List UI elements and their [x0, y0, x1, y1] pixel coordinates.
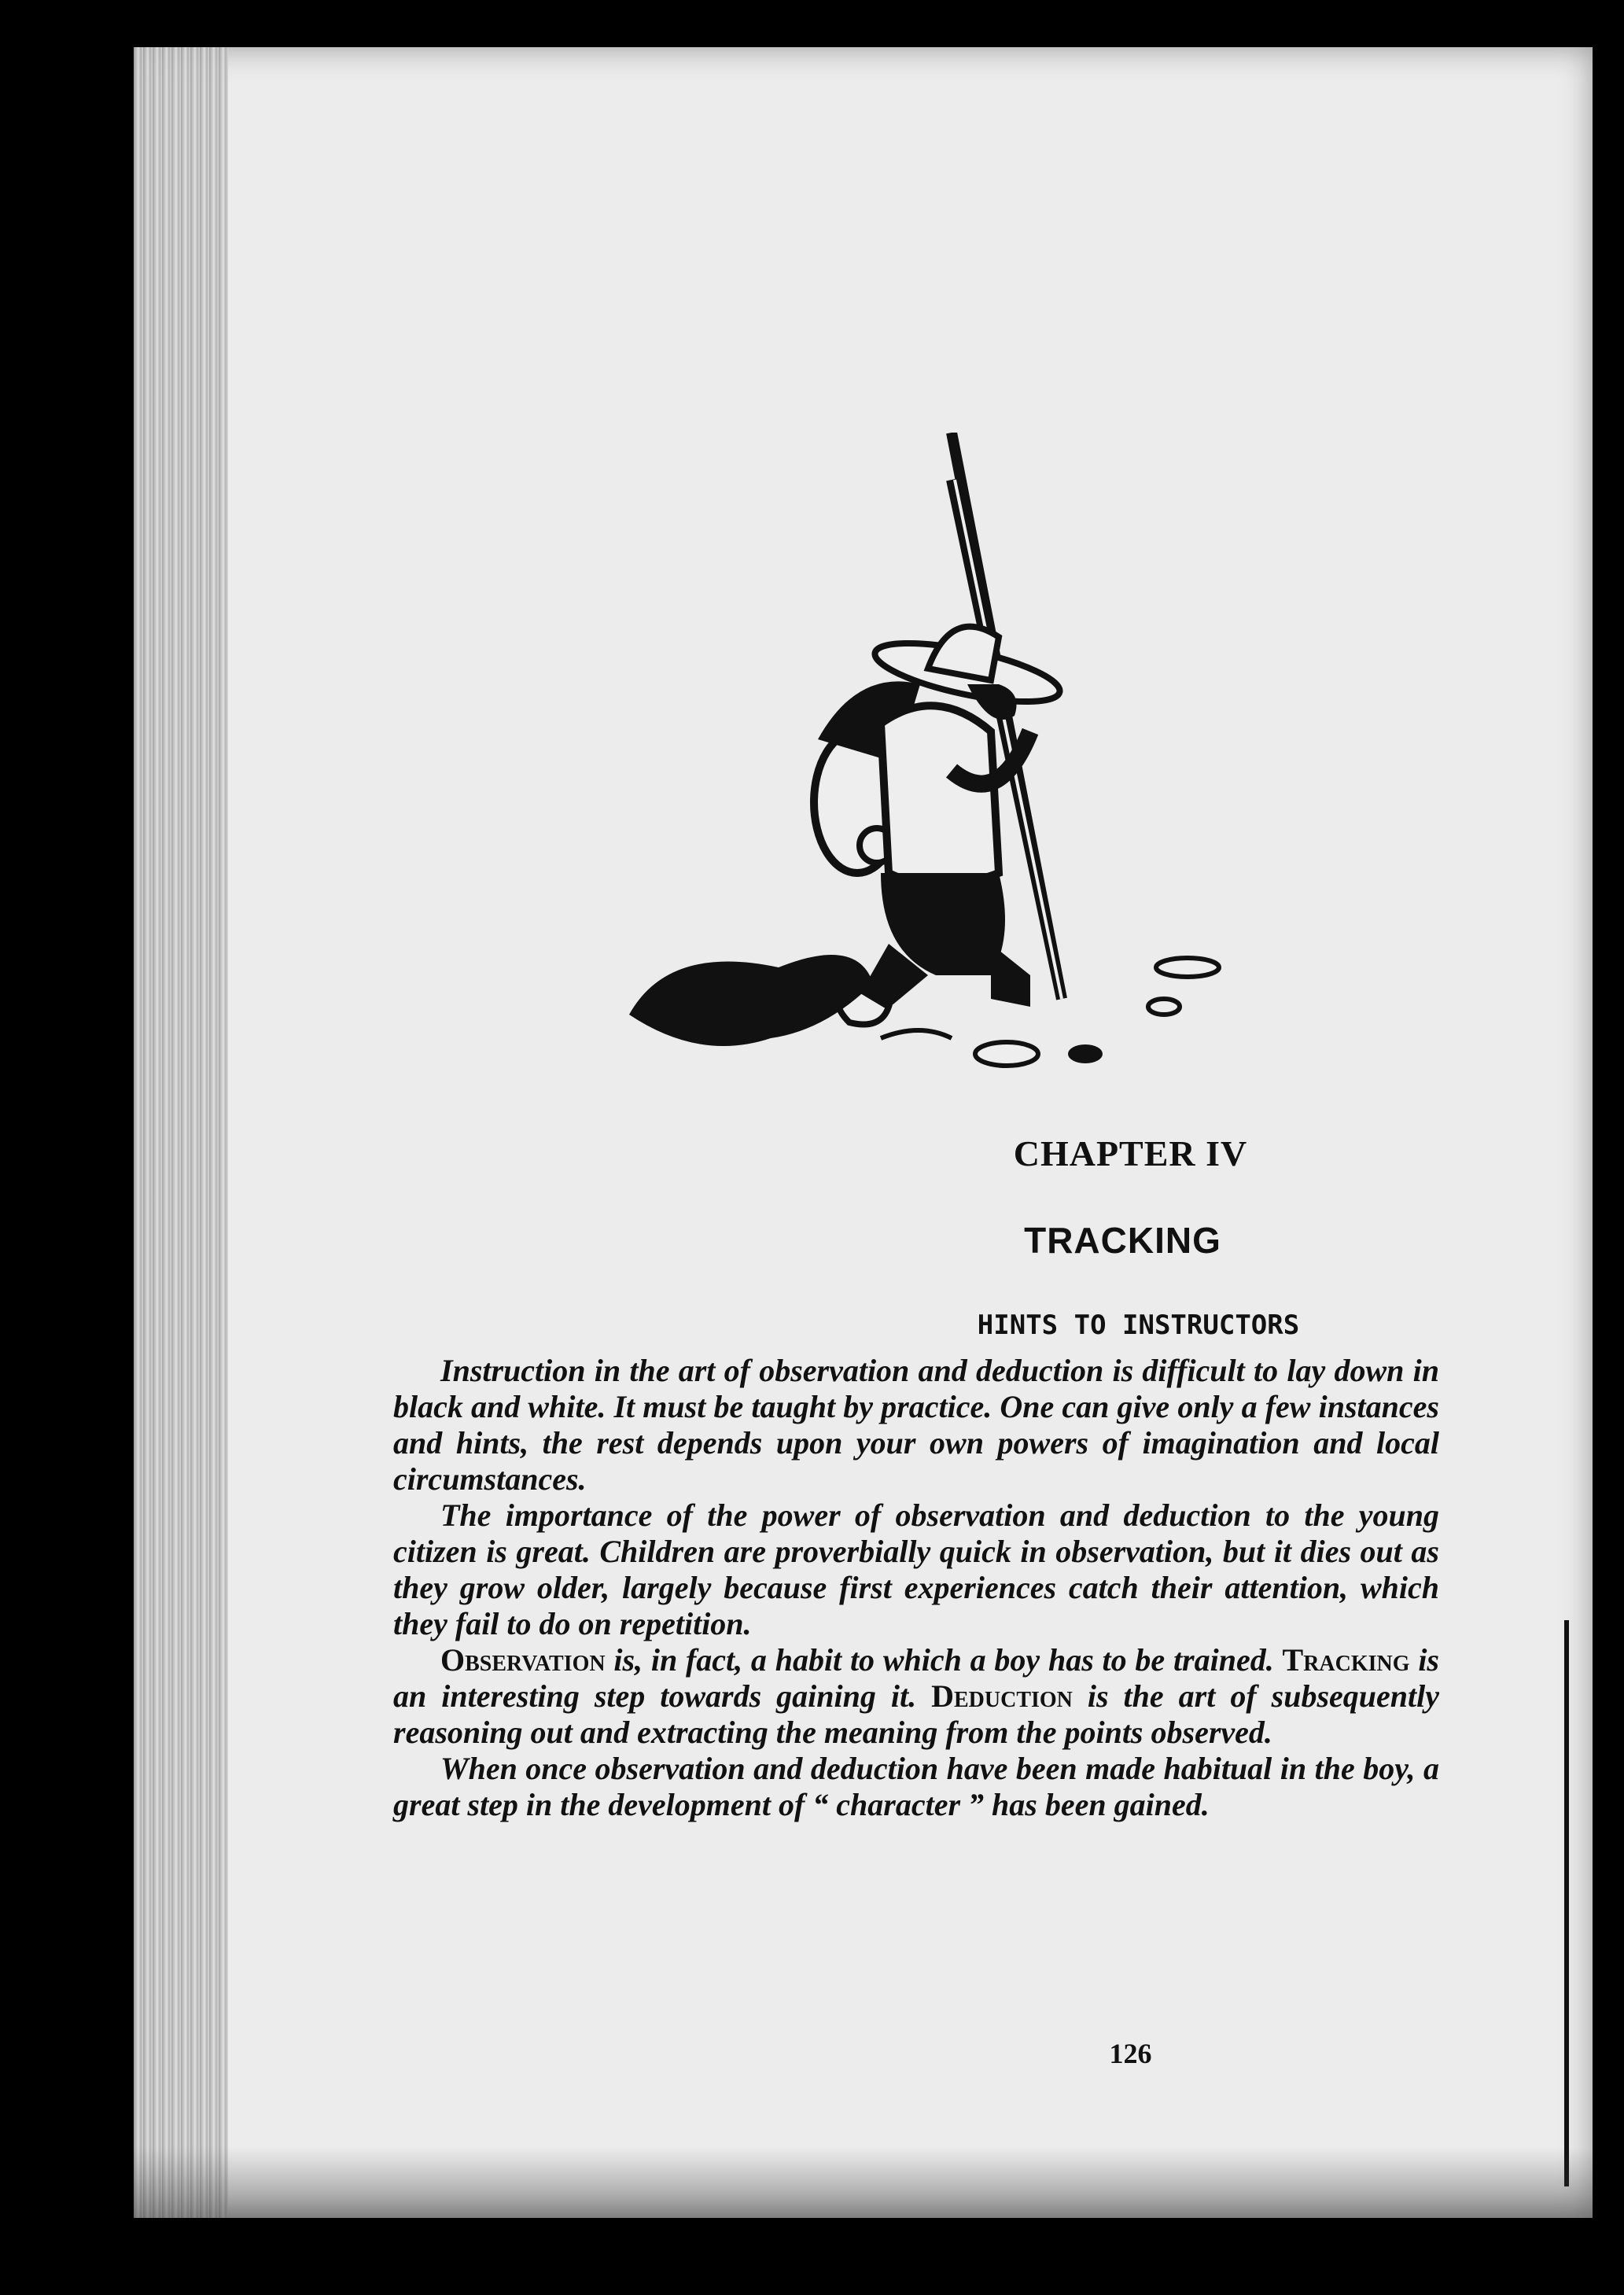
term-observation: Observation — [440, 1642, 606, 1678]
term-deduction: Deduction — [931, 1678, 1073, 1714]
book-page — [134, 47, 1593, 2218]
page-gutter — [134, 47, 228, 2218]
page-edge-line — [1564, 1620, 1569, 2186]
term-tracking: Tracking — [1282, 1642, 1410, 1678]
paragraph-3: Observation is, in fact, a habit to which a boy has to be trained. Tracking is an interesting step towards gaining it. Deduction is the art of subsequently reasoning out and extracting the meaning from the points observed. — [393, 1642, 1440, 1750]
scout-tracking-illustration — [621, 433, 1439, 1125]
paragraph-4: When once observation and deduction have been made habitual in the boy, a great step in the development of “ character ” has been gained. — [393, 1751, 1439, 1822]
paragraph-1: Instruction in the art of observation and deduction is difficult to lay down in black and white. It must be taught by practice. One can give only a few instances and hints, the rest depends upon your own powers of imagination and local circumstances. — [393, 1353, 1439, 1497]
body-text — [393, 1353, 1439, 1823]
page-bottom-shadow — [134, 2147, 1593, 2218]
page-number: 126 — [1109, 2038, 1152, 2069]
chapter-title: TRACKING — [1024, 1220, 1221, 1261]
paragraph-2: The importance of the power of observation and deduction to the young citizen is great. Children are proverbially quick in observation, but it dies out as they grow older, largely because first experiences catch their attention, which they fail to do on repetition. — [393, 1497, 1439, 1641]
chapter-number: CHAPTER IV — [1013, 1133, 1248, 1173]
section-title: HINTS TO INSTRUCTORS — [977, 1310, 1300, 1341]
